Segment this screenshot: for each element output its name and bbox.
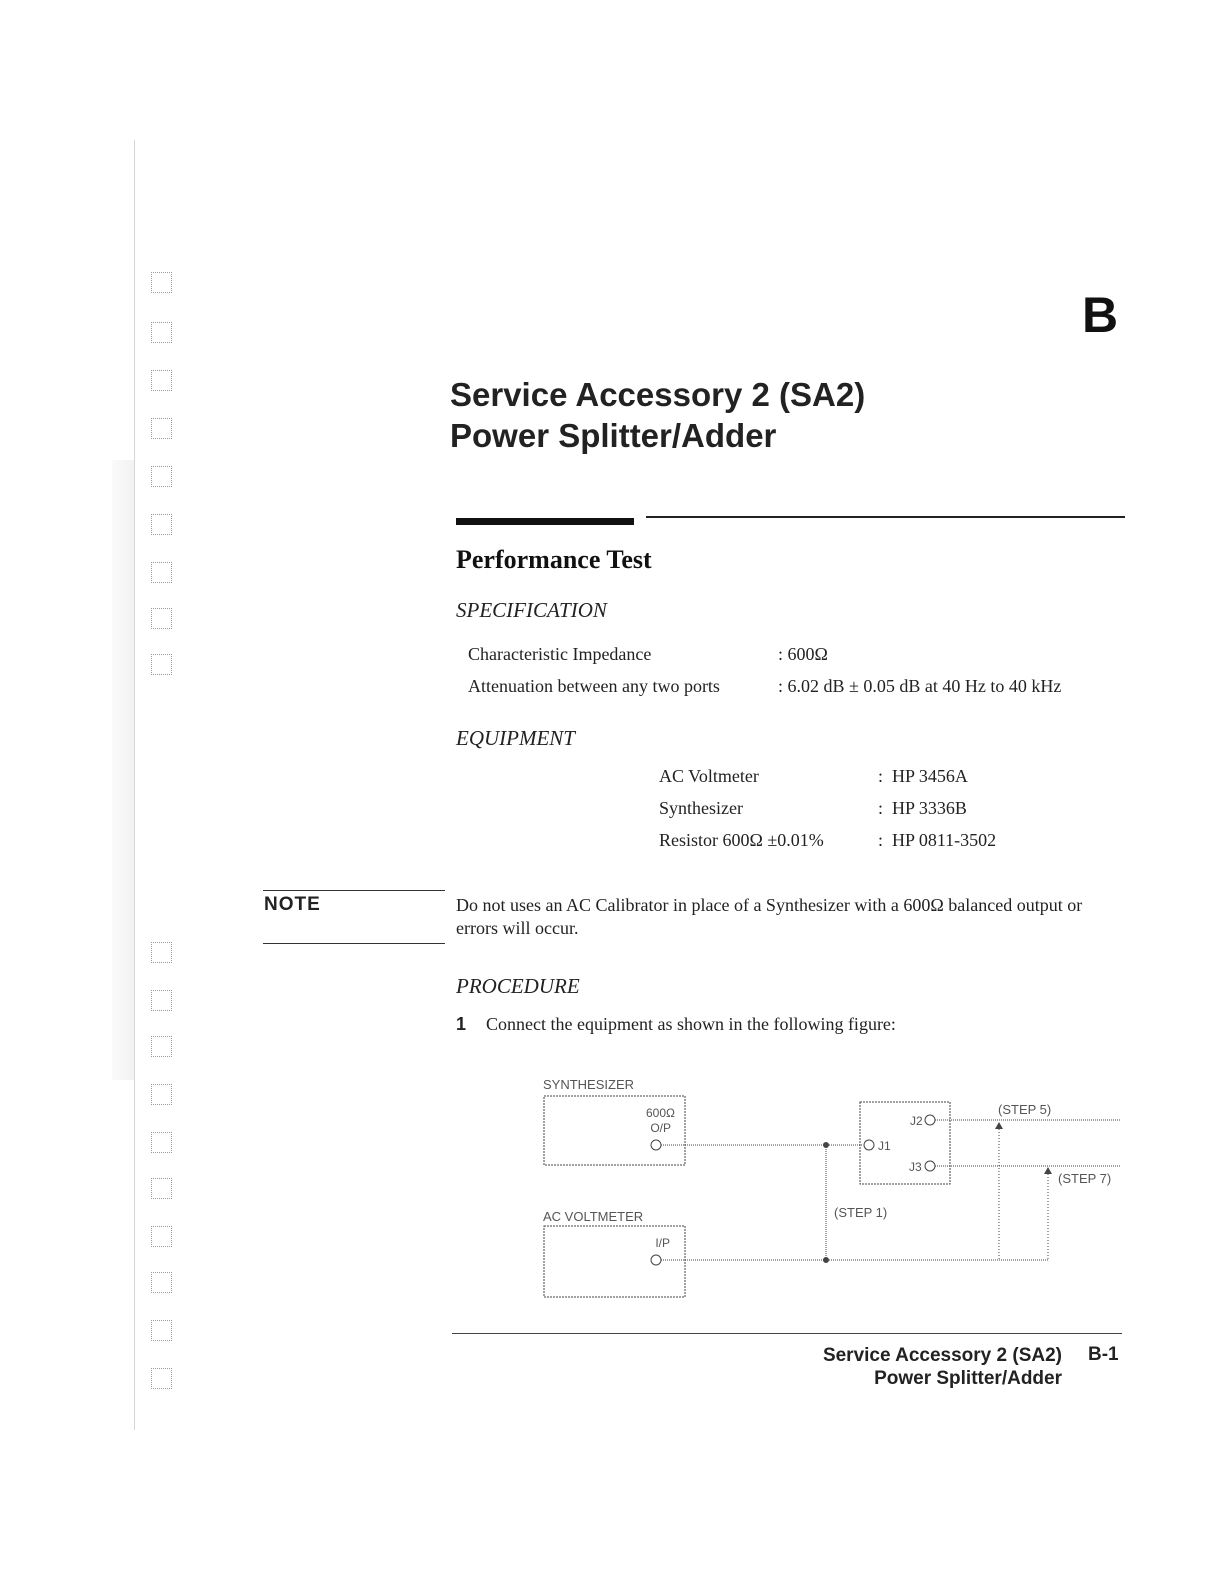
synthesizer-output-terminal [651,1140,661,1150]
binder-hole [151,1226,172,1247]
binder-hole [151,654,172,675]
equipment-label: AC Voltmeter [659,766,759,786]
voltmeter-port-label: I/P [655,1236,670,1250]
binder-edge [134,140,135,1430]
voltmeter-label: AC VOLTMETER [543,1209,644,1224]
binder-hole [151,1084,172,1105]
equipment-separator: : [878,830,884,850]
spec-label: Characteristic Impedance [468,644,652,664]
equipment-label: Resistor 600Ω ±0.01% [659,830,824,850]
binder-hole [151,1272,172,1293]
binder-hole [151,370,172,391]
note-rule-top [263,890,445,891]
equipment-separator: : [878,766,884,786]
j2-label: J2 [910,1114,923,1128]
binder-hole [151,1320,172,1341]
step7-label: (STEP 7) [1058,1171,1112,1186]
step-number: 1 [456,1014,467,1034]
chapter-title-line2: Power Splitter/Adder [450,417,777,454]
spec-value: : 6.02 dB ± 0.05 dB at 40 Hz to 40 kHz [778,676,1062,696]
binder-hole [151,466,172,487]
chapter-title [450,374,865,456]
equipment-heading: EQUIPMENT [456,726,575,750]
specification-heading: SPECIFICATION [456,598,607,622]
binder-hole [151,272,172,293]
note-label: NOTE [264,894,321,915]
binder-hole [151,562,172,583]
binder-hole [151,1178,172,1199]
binder-hole [151,322,172,343]
binder-hole [151,418,172,439]
spec-label: Attenuation between any two ports [468,676,720,696]
chapter-letter: B [1082,287,1119,343]
step-text: Connect the equipment as shown in the following figure: [486,1014,896,1034]
synthesizer-port-label: O/P [650,1121,671,1135]
equipment-label: Synthesizer [659,798,743,818]
j1-terminal [864,1140,874,1150]
j1-label: J1 [878,1139,891,1153]
section-rule-thin [646,516,1125,518]
j3-label: J3 [909,1160,922,1174]
binder-hole [151,608,172,629]
procedure-heading: PROCEDURE [456,974,580,998]
connection-diagram [530,1070,1130,1310]
page-number: B-1 [1088,1344,1119,1365]
synthesizer-label: SYNTHESIZER [543,1077,635,1092]
note-text: Do not uses an AC Calibrator in place of a Synthesizer with a 600Ω balanced output or errors will occur. [456,895,1083,938]
step5-arrow [995,1122,1003,1129]
binder-hole [151,1368,172,1389]
footer-title [700,1344,1062,1390]
step5-label: (STEP 5) [998,1102,1052,1117]
step1-label: (STEP 1) [834,1205,888,1220]
section-rule-thick [456,518,634,525]
equipment-separator: : [878,798,884,818]
binder-shadow [112,460,134,1080]
section-title: Performance Test [456,545,652,574]
spec-value: : 600Ω [778,644,828,664]
equipment-value: HP 0811-3502 [892,830,997,850]
step7-arrow [1044,1167,1052,1174]
chapter-title-line1: Service Accessory 2 (SA2) [450,376,866,413]
binder-hole [151,942,172,963]
j2-terminal [925,1115,935,1125]
synthesizer-impedance: 600Ω [646,1106,675,1120]
note-rule-bottom [263,943,445,944]
binder-hole [151,514,172,535]
binder-hole [151,990,172,1011]
binder-hole [151,1036,172,1057]
junction-dot [824,1258,829,1263]
j3-terminal [925,1161,935,1171]
equipment-value: HP 3456A [892,766,968,786]
voltmeter-input-terminal [651,1255,661,1265]
footer-title-line1: Service Accessory 2 (SA2) [822,1345,1062,1366]
footer-title-line2: Power Splitter/Adder [874,1368,1062,1389]
equipment-value: HP 3336B [892,798,967,818]
binder-hole [151,1132,172,1153]
footer-rule [452,1333,1122,1334]
